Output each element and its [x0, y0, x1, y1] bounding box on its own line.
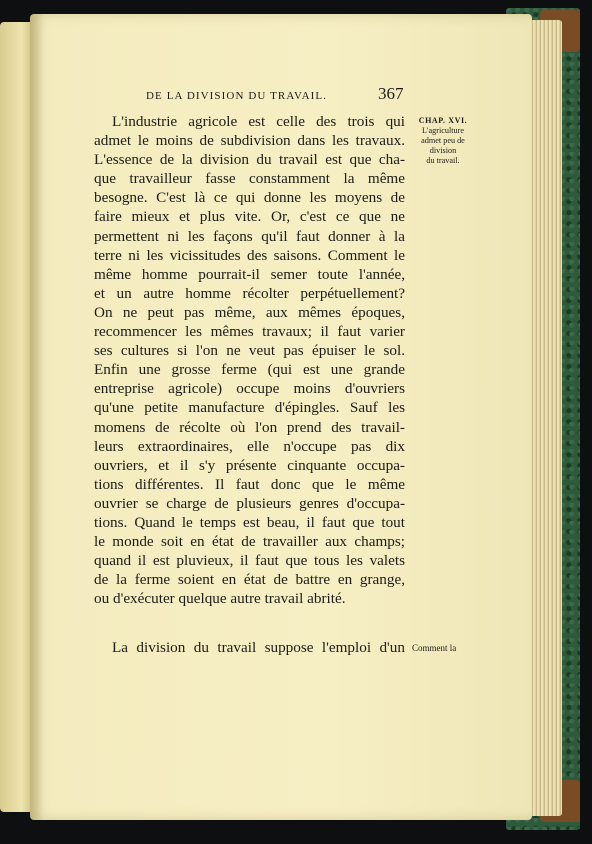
margin-chapter-label: CHAP. XVI. [418, 116, 468, 125]
text-line: recommencer les mêmes travaux; il faut varier [94, 323, 405, 341]
text-line: faire mieux et plus vite. Or, c'est ce que ne [94, 208, 405, 226]
margin-note-line: admet peu de [421, 136, 465, 145]
text-line: L'industrie agricole est celle des trois qui [112, 113, 405, 130]
text-line: Enfin une grosse ferme (qui est une grande [94, 361, 405, 379]
text-line: momens de récolte où l'on prend des travail- [94, 418, 405, 436]
text-line: ou d'exécuter quelque autre travail abrité. [94, 590, 346, 608]
paragraph-1 [94, 112, 405, 608]
text-line: besogne. C'est là ce qui donne les moyens de [94, 189, 405, 207]
margin-note-next: Comment la [412, 643, 457, 653]
margin-note [408, 116, 478, 166]
text-line: tions. Quand le temps est beau, il faut que tout [94, 513, 405, 531]
text-line: On ne peut pas même, aux mêmes époques, [94, 303, 405, 321]
text-line: admet le moins de subdivision dans les travaux. [94, 132, 405, 150]
text-line: que travailleur fasse constamment la même [94, 170, 405, 188]
text-line: permettent ni les façons qu'il faut donner à la [94, 227, 405, 245]
text-line: ses cultures si l'on ne veut pas épuiser le sol. [94, 342, 405, 360]
text-line: de la ferme soient en état de battre en grange, [94, 571, 405, 589]
text-line: La division du travail suppose l'emploi d'un [112, 639, 405, 656]
margin-note-line: division [429, 146, 457, 155]
text-line: ouvrier se charge de plusieurs genres d'occupa- [94, 494, 405, 512]
text-line: le monde soit en état de travailler aux champs; [94, 533, 405, 551]
text-line: leurs extraordinaires, elle n'occupe pas dix [94, 437, 405, 455]
text-line: ouvriers, et il s'y présente cinquante occupa- [94, 456, 405, 474]
margin-note-line: du travail. [426, 156, 460, 165]
text-line: qu'une petite manufacture d'épingles. Sauf les [94, 399, 405, 417]
margin-note-line: L'agriculture [422, 126, 464, 135]
text-line: et un autre homme récolter perpétuellement? [94, 284, 405, 302]
text-line: tions différentes. Il faut donc que le même [94, 475, 405, 493]
text-line: quand il est pluvieux, il faut que tous les valets [94, 552, 405, 570]
text-line: terre ni les vicissitudes des saisons. Comment le [94, 246, 405, 264]
running-title: DE LA DIVISION DU TRAVAIL. [146, 90, 328, 102]
text-line: entreprise agricole) occupe moins d'ouvriers [94, 380, 405, 398]
text-line: même homme pourrait-il semer toute l'année, [94, 265, 405, 283]
page-number: 367 [378, 84, 404, 103]
text-line: L'essence de la division du travail est que cha- [94, 151, 405, 169]
paragraph-2 [94, 638, 405, 657]
